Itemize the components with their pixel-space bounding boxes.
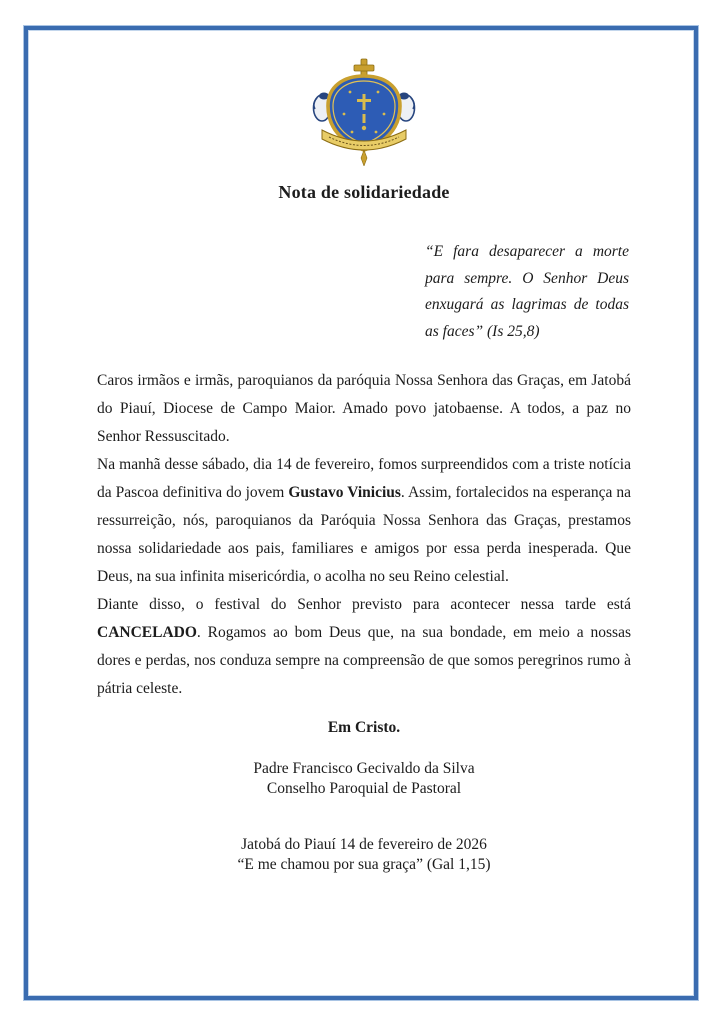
crest-container — [97, 58, 631, 166]
closing-salutation: Em Cristo. — [327, 719, 401, 736]
deceased-name: Gustavo Vinicius — [288, 484, 401, 501]
page-title: Nota de solidariedade — [278, 182, 450, 202]
footer-block — [97, 835, 631, 875]
paragraph-2-text: Na manhã desse sábado, dia 14 de fevereiro, fomos surpreendidos com a triste notícia da Pascoa definitiva do jovem — [97, 456, 631, 501]
letter-sheet — [24, 26, 698, 1000]
paragraph-3-text: Diante disso, o festival do Senhor previsto para acontecer nessa tarde está — [97, 596, 631, 613]
paragraph-2-text-continued: . Assim, fortalecidos na esperança na ressurreição, nós, paroquianos da Paróquia Nossa Senhora das Graças, prestamos nossa solidariedade aos pais, familiares e amigos por essa perda inesperada. Que Deus, na sua infinita misericórdia, o acolha no seu Reino celestial. — [97, 484, 632, 585]
parish-coat-of-arms-icon — [312, 58, 416, 166]
signature-line-council: Conselho Paroquial de Pastoral — [266, 780, 462, 797]
scripture-reference: “E me chamou por sua graça” (Gal 1,15) — [237, 856, 491, 873]
dateline: Jatobá do Piauí 14 de fevereiro de 2026 — [241, 836, 487, 853]
paragraph-3-text-continued: . Rogamos ao bom Deus que, na sua bondade, em meio a nossas dores e perdas, nos conduza sempre na compreensão de que somos peregrinos rumo à pátria celeste. — [97, 624, 631, 697]
body-paragraph-1: Caros irmãos e irmãs, paroquianos da paróquia Nossa Senhora das Graças, em Jatobá do Piauí, Diocese de Campo Maior. Amado povo jatobaense. A todos, a paz no Senhor Ressuscitado. — [97, 372, 631, 445]
signature-line-priest: Padre Francisco Gecivaldo da Silva — [253, 760, 475, 777]
letter-body — [97, 367, 631, 703]
body-paragraph-3 — [97, 591, 631, 703]
cancelled-notice: CANCELADO — [97, 624, 197, 641]
body-paragraph-2 — [97, 451, 631, 591]
scripture-epigraph: “E fara desaparecer a morte para sempre. O Senhor Deus enxugará as lagrimas de todas as faces” (Is 25,8) — [425, 243, 629, 340]
signature-block — [97, 759, 631, 799]
